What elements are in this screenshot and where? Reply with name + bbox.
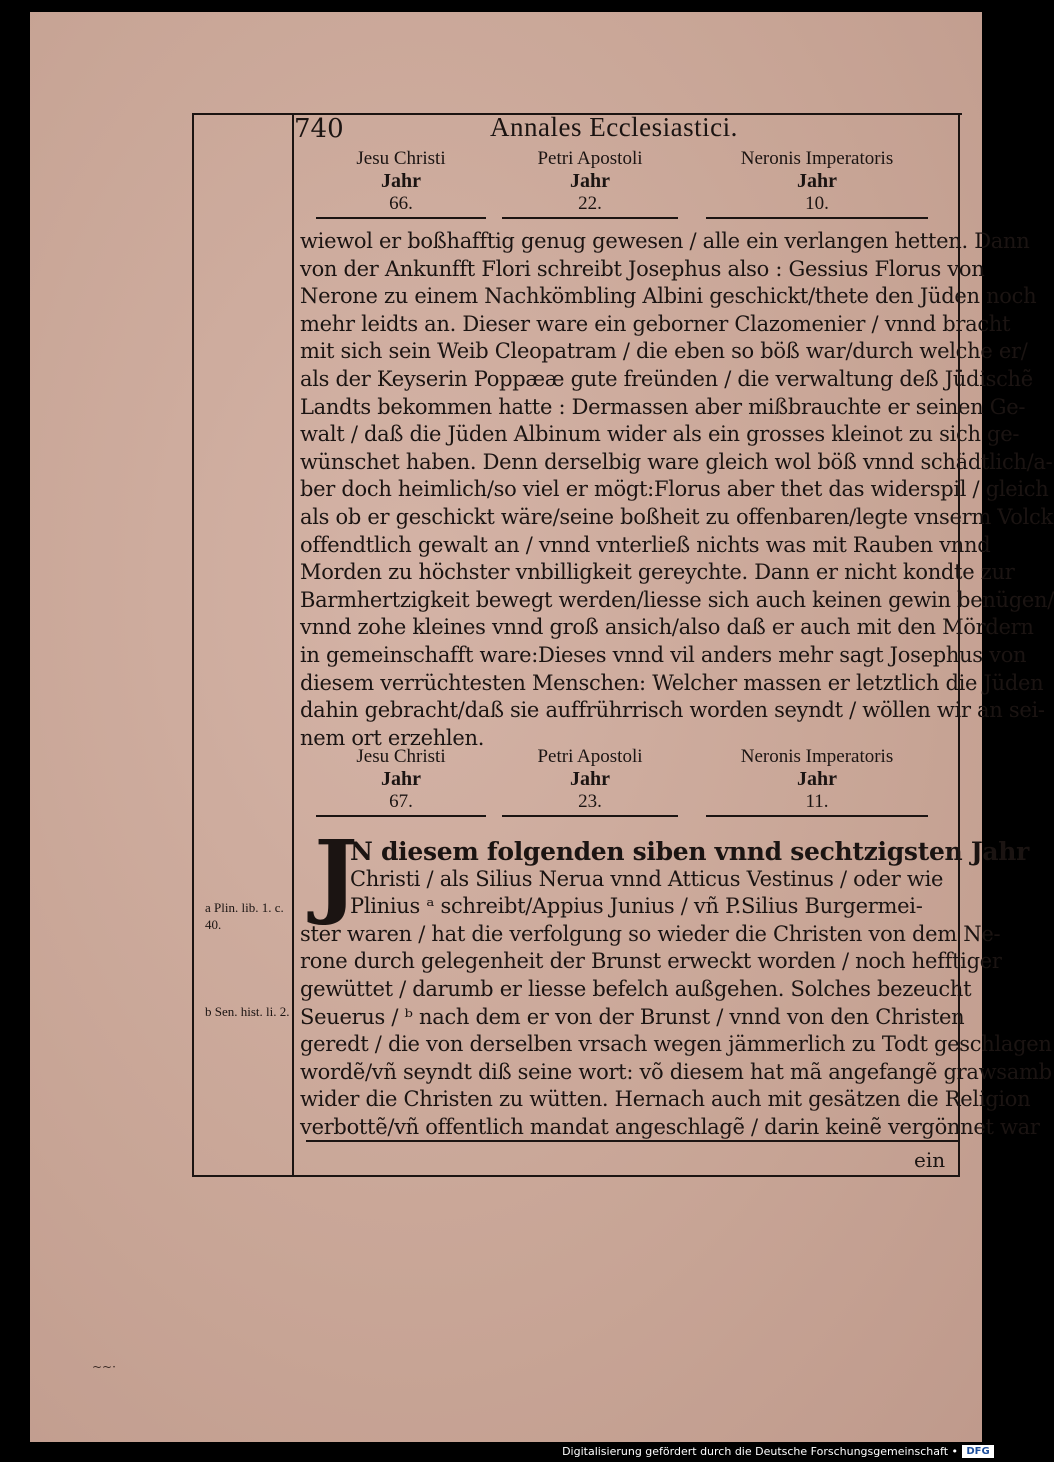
year-col-christi xyxy=(316,148,486,215)
year-col-number: 22. xyxy=(578,193,602,214)
year-col-number: 23. xyxy=(578,791,602,812)
year-col-jahr: Jahr xyxy=(381,768,421,790)
text-line: vnnd zohe kleines vnnd groß ansich/also daß er auch mit den Mördern xyxy=(300,615,1034,640)
year-col-name: Petri Apostoli xyxy=(537,746,643,767)
text-line: mit sich sein Weib Cleopatram / die eben so böß war/durch welche er/ xyxy=(300,339,1028,364)
text-line: Landts bekommen hatte : Dermassen aber mißbrauchte er seinen Ge- xyxy=(300,394,1026,419)
text-line: dahin gebracht/daß sie auffrührrisch worden seyndt / wöllen wir an sei- xyxy=(300,698,1045,723)
text-line: geredt / die von derselben vrsach wegen jämmerlich zu Todt geschlagen xyxy=(300,1032,1052,1057)
text-line: diesem verrüchtesten Menschen: Welcher massen er letztlich die Jüden xyxy=(300,670,1044,695)
footer-credit: Digitalisierung gefördert durch die Deutsche Forschungsgemeinschaft • xyxy=(562,1445,958,1458)
text-line-lead: N diesem folgenden siben vnnd sechtzigsten Jahr xyxy=(350,837,1030,866)
year-col-jahr: Jahr xyxy=(570,170,610,192)
bottom-rule-outer xyxy=(192,1175,960,1177)
year-col-underline xyxy=(316,815,486,817)
text-line: Barmhertzigkeit bewegt werden/liesse sich auch keinen gewin benügen/ xyxy=(300,587,1054,612)
year-col-underline xyxy=(316,217,486,219)
year-col-jahr: Jahr xyxy=(797,170,837,192)
year-col-underline xyxy=(706,815,928,817)
text-line: gewüttet / darumb er liesse befelch außgehen. Solches bezeucht xyxy=(300,976,972,1001)
text-line: wiewol er boßhafftig genug gewesen / alle ein verlangen hetten. Dann xyxy=(300,229,1030,253)
running-head: Annales Ecclesiastici. xyxy=(490,112,738,142)
paragraph-2 xyxy=(300,837,1052,1142)
margin-note-a: a Plin. lib. 1. c. 40. xyxy=(205,900,284,932)
year-col-name: Jesu Christi xyxy=(356,148,446,169)
text-line: rone durch gelegenheit der Brunst erweckt worden / noch hefftiger xyxy=(300,949,1002,974)
year-col-christi xyxy=(316,746,486,813)
text-line: wordẽ/vñ seyndt diß seine wort: võ diesem hat mã angefangẽ grawsamb xyxy=(300,1059,1052,1084)
text-line: wünschet haben. Denn derselbig ware gleich wol böß vnnd schädtlich/a- xyxy=(300,449,1053,474)
paragraph-1 xyxy=(300,228,1054,752)
text-line: als der Keyserin Poppææ gute freünden / die verwaltung deß Jüdischẽ xyxy=(300,366,1033,391)
text-line: Christi / als Silius Nerua vnnd Atticus Vestinus / oder wie xyxy=(350,866,944,891)
year-col-neronis xyxy=(706,746,928,813)
text-line: nem ort erzehlen. xyxy=(300,725,485,750)
text-line: als ob er geschickt wäre/seine boßheit zu offenbaren/legte vnserm Volck xyxy=(300,504,1053,529)
year-col-name: Neronis Imperatoris xyxy=(740,746,894,767)
text-line: mehr leidts an. Dieser ware ein geborner Clazomenier / vnnd bracht xyxy=(300,311,1011,336)
text-line: Nerone zu einem Nachkömbling Albini geschickt/thete den Jüden noch xyxy=(300,284,1037,309)
ink-smudge: ~~· xyxy=(92,1360,116,1374)
year-col-name: Jesu Christi xyxy=(356,746,446,767)
year-col-number: 10. xyxy=(805,193,829,214)
text-line: offendtlich gewalt an / vnnd vnterließ nichts was mit Rauben vnnd xyxy=(300,532,991,557)
year-col-name: Petri Apostoli xyxy=(537,148,643,169)
margin-note-b: b Sen. hist. li. 2. xyxy=(205,1004,290,1019)
text-line: ber doch heimlich/so viel er mögt:Florus aber thet das widerspil / gleich xyxy=(300,477,1049,502)
year-col-petri xyxy=(502,148,678,215)
dfg-logo: DFG xyxy=(962,1445,994,1458)
text-line: walt / daß die Jüden Albinum wider als ein grosses kleinot zu sich ge- xyxy=(300,422,1020,447)
text-line: verbottẽ/vñ offentlich mandat angeschlagẽ / darin keinẽ vergönnet war xyxy=(300,1114,1040,1139)
catchword: ein xyxy=(914,1148,946,1172)
year-col-jahr: Jahr xyxy=(381,170,421,192)
year-col-number: 66. xyxy=(389,193,413,214)
text-line: ster waren / hat die verfolgung so wieder die Christen von dem Ne- xyxy=(300,921,1001,946)
text-line: von der Ankunfft Flori schreibt Josephus also : Gessius Florus von xyxy=(300,256,985,281)
year-col-underline xyxy=(502,815,678,817)
digitization-footer xyxy=(0,1442,1000,1462)
year-col-number: 67. xyxy=(389,791,413,812)
text-line: Seuerus / ᵇ nach dem er von der Brunst / vnnd von den Christen xyxy=(300,1004,965,1029)
year-col-petri xyxy=(502,746,678,813)
year-col-neronis xyxy=(706,148,928,215)
year-col-jahr: Jahr xyxy=(797,768,837,790)
decorated-initial: J xyxy=(314,820,358,928)
page-number: 740 xyxy=(294,114,344,144)
year-col-underline xyxy=(706,217,928,219)
text-line: Plinius ᵃ schreibt/Appius Junius / vñ P.Silius Burgermei- xyxy=(350,894,923,919)
year-col-underline xyxy=(502,217,678,219)
text-line: in gemeinschafft ware:Dieses vnnd vil anders mehr sagt Josephus von xyxy=(300,642,1027,667)
year-col-number: 11. xyxy=(805,791,829,812)
text-line: wider die Christen zu wütten. Hernach auch mit gesätzen die Religion xyxy=(300,1087,1031,1112)
year-col-jahr: Jahr xyxy=(570,768,610,790)
year-col-name: Neronis Imperatoris xyxy=(740,148,894,169)
text-line: Morden zu höchster vnbilligkeit gereychte. Dann er nicht kondte zur xyxy=(300,560,1015,585)
